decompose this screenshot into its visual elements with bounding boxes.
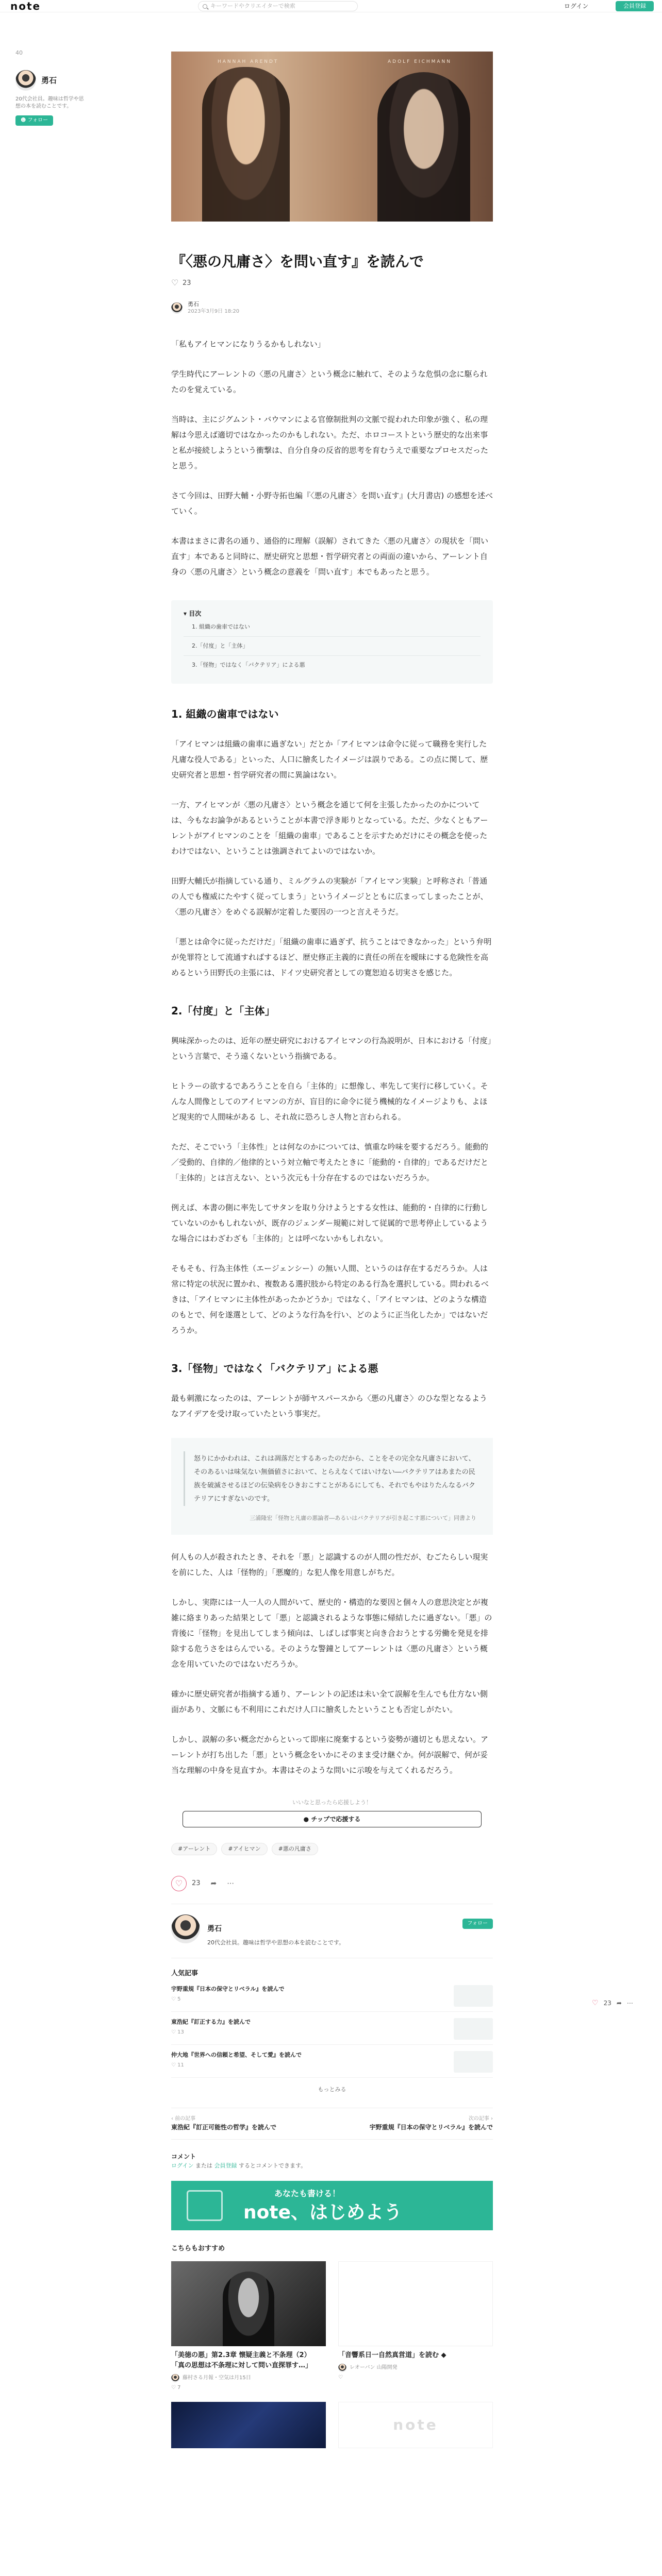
sidebar-author[interactable] xyxy=(15,70,103,91)
sidebar xyxy=(15,49,103,127)
byline xyxy=(171,301,493,315)
likes-row[interactable] xyxy=(171,278,493,289)
notebook-icon xyxy=(187,2190,223,2221)
paragraph: 一方、アイヒマンが〈悪の凡庸さ〉という概念を通じて何を主張したかったのかについては、今もなお論争があるということが本書で浮き彫りとなっている。ただ、少なくともアーレントがアイヒマンのことを「組織の歯車」であることを示すためだけにその概念を使ったわけではない、ということは強調されてよいのではないか。 xyxy=(171,800,488,856)
popular-likes-count: 13 xyxy=(177,2029,184,2035)
paragraph: 学生時代にアーレントの〈悪の凡庸さ〉という概念に触れて、そのような危惧の念に駆られたのを覚えている。 xyxy=(171,369,488,394)
paragraph: そもそも、行為主体性（エージェンシー）の無い人間、というのは存在するだろうか。人は常に特定の状況に置かれ、複数ある選択肢から特定のある行為を選択している。問われるべきは、「アイヒマンに主体性があったかどうか」ではなく、「アイヒマンは、どのような構造のもとで、何を遂選として、どのような行為を行い、どのように正当化したか」ではないだろうか。 xyxy=(171,1264,489,1335)
paragraph: ヒトラーの欲するであろうことを自ら「主体的」に想像し、率先して実行に移していく。そんな人間像としてのアイヒマンの方が、盲目的に命令に従う機械的なイメージよりも、よほど現実的で人間味がある し、それ故に恐ろしさ人物と言わられる。 xyxy=(171,1081,488,1122)
popular-title[interactable]: 宇野重規『日本の保守とリベラル』を読んで xyxy=(171,1986,285,1992)
table-of-contents xyxy=(171,600,493,684)
comment-head: コメント xyxy=(171,2153,196,2160)
toc-item[interactable]: 2.「付度」と「主体」 xyxy=(184,637,481,656)
person-plus-icon: ☻ xyxy=(21,117,28,123)
recs-head: こちらもおすすめ xyxy=(171,2245,225,2252)
next-title[interactable]: 宇野重規『日本の保守とリベラル』を読んで xyxy=(369,2124,493,2131)
paragraph: 「悪とは命令に従っただけだ」「組織の歯車に過ぎず、抗うことはできなかった」という弁明が免罪符として流通すればするほど、歴史修正主義的に責任の所在を曖昧にする危険性を高めるという田野氏の主張には、ドイツ史研究者としての寛恕迫る切実さを感じた。 xyxy=(171,937,492,977)
comment-middle: または xyxy=(193,2162,214,2169)
paragraph: 確かに歴史研究者が指摘する通り、アーレントの記述は未い全て誤解を生んでも仕方ない側面があり、文脈にも不利用にこれだけ人口に膾炙したということも否定しがたい。 xyxy=(171,1689,488,1714)
paragraph: 当時は、主にジグムント・バウマンによる官僚制批判の文脈で捉われた印象が強く、私の理解は今思えば適切ではなかったのかもしれない。ただ、ホロコーストという歴史的な出来事と私が接続しようという衝撃は、自分自身の反省的思考を育むうえで重要なプロセスだったと思う。 xyxy=(171,415,489,470)
popular-title[interactable]: 仲大地『世界への信頼と希望、そして愛』を読んで xyxy=(171,2052,302,2058)
byline-date: 2023年3月9日 18:20 xyxy=(188,309,240,314)
likes-count: 23 xyxy=(192,1879,201,1887)
rec-author xyxy=(338,2364,493,2372)
search-placeholder: キーワードやクリエイターで検索 xyxy=(210,3,295,9)
heart-icon: ♡ xyxy=(171,2029,178,2035)
like-button[interactable] xyxy=(171,1876,187,1891)
hashtag[interactable]: #アイヒマン xyxy=(221,1843,267,1855)
heart-icon: ♡ xyxy=(171,2062,178,2068)
sidebar-follow-button[interactable] xyxy=(15,115,53,126)
follow-label: フォロー xyxy=(27,117,48,123)
paragraph: しかし、実際には一人一人の人間がいて、歴史的・構造的な要因と個々人の意思決定とが複雑に絡まりあった結果として「悪」と認識されるような事態に帰結したに過ぎない。「悪」の背後に「怪物」を見出してしまう傾向は、しばしば事実と向き合おうとする労働を発見を排除する危うさをはらんでいる。そのような警鐘としてアーレントは〈悪の凡庸さ〉という概念を用いていたのではないだろうか。 xyxy=(171,1598,492,1669)
toc-head-label: 目次 xyxy=(189,610,202,617)
rec-title[interactable]: 「音響系日一自然真営道」を読む ◆ xyxy=(338,2351,446,2359)
comment-login-link[interactable]: ログイン xyxy=(171,2162,194,2169)
action-bar xyxy=(171,1876,493,1891)
popular-thumbnail[interactable] xyxy=(454,2018,493,2040)
more-icon[interactable]: ⋯ xyxy=(227,1879,235,1888)
next-label xyxy=(338,2115,493,2123)
sidebar-bio: 20代会社員。趣味は哲学や思想の本を読むことです。 xyxy=(15,96,84,109)
rec-author xyxy=(171,2374,326,2382)
paragraph: 「アイヒマンは組織の歯車に過ぎない」だとか「アイヒマンは命令に従って職務を実行した凡庸な役人である」といった、人口に膾炙したイメージは誤りである。この点に関して、歴史研究者と思想・哲学研究者の間に異論はない。 xyxy=(171,739,488,779)
prev-title[interactable]: 東浩紀『訂正可能性の哲学』を読んで xyxy=(171,2124,277,2131)
comment-text xyxy=(171,2161,493,2171)
popular-likes-count: 11 xyxy=(177,2062,184,2068)
more-link[interactable]: もっとみる xyxy=(318,2086,346,2093)
popular-thumbnail[interactable] xyxy=(454,2051,493,2073)
avatar[interactable] xyxy=(338,2364,346,2372)
list-item[interactable] xyxy=(171,1979,493,2012)
heart-icon: ♡ xyxy=(171,2385,178,2391)
tag-list xyxy=(171,1843,493,1855)
more-icon[interactable]: ⋯ xyxy=(626,1999,633,2007)
quote-citation: 三浦隆宏「怪物と凡庸の悪論者―あるいはバクテリアが引き起こす悪について」同書より xyxy=(250,1515,476,1521)
toc-item[interactable]: 3.「怪物」ではなく「バクテリア」による悪 xyxy=(192,662,305,668)
rec-title[interactable]: 「美徳の悪」第2.3章 懐疑主義と不条理（2） 「真の思想は不条理に対して問い直探罪す…」 xyxy=(171,2351,312,2369)
comment-tail: するとコメントできます。 xyxy=(237,2162,307,2169)
rec-author-name: レオーバン 山陽開発 xyxy=(350,2365,398,2370)
paragraph: 田野大輔氏が指摘している通り、ミルグラムの実験が「アイヒマン実験」と呼称され「普通の人でも権威にたやすく従ってしまう」というイメージとともに広まってしまったことが、〈悪の凡庸さ〉をめぐる誤解が定着した要因の一つと言えそうだ。 xyxy=(171,876,488,917)
hero-image xyxy=(171,52,493,222)
avatar[interactable] xyxy=(171,1914,200,1943)
hero-portrait-right xyxy=(377,72,470,222)
chevron-left-icon: ‹ xyxy=(171,2116,175,2122)
blockquote xyxy=(171,1438,493,1535)
tip-label: チップで応援する xyxy=(311,1816,361,1823)
popular-likes xyxy=(171,1995,284,2004)
rec-author-name: 藤村さる月報・空気は月15日 xyxy=(183,2375,251,2381)
hashtag[interactable]: #悪の凡庸さ xyxy=(272,1843,318,1855)
author-card-bio: 20代会社員。趣味は哲学や思想の本を読むことです。 xyxy=(207,1939,345,1946)
avatar[interactable] xyxy=(171,2374,179,2382)
chevron-down-icon: ▾ xyxy=(184,610,189,617)
prev-next-nav xyxy=(171,2108,493,2140)
hero-portrait-left xyxy=(202,67,290,222)
comment-section xyxy=(171,2152,493,2171)
note-logo[interactable]: note xyxy=(10,0,41,12)
tip-icon: ● xyxy=(303,1816,311,1823)
banner-line1: あなたも書ける！ xyxy=(274,2189,341,2198)
heart-icon: ♡ xyxy=(175,1878,183,1888)
rec-thumbnail[interactable] xyxy=(171,2261,326,2346)
popular-likes xyxy=(171,2028,251,2037)
paragraph: 「私もアイヒマンになりうるかもしれない」 xyxy=(171,340,325,349)
rec-card[interactable] xyxy=(338,2261,493,2392)
paragraph: しかし、誤解の多い概念だからといって即座に廃棄するという姿勢が適切とも思えない。アーレントが打ち出した「悪」という概念をいかにそのまま受け継ぐか。何が誤解で、何が妥当な理解の中身を見直すか。本書はそのような問いに示唆を与えてくれるだろう。 xyxy=(171,1735,489,1775)
section-heading: 3.「怪物」ではなく「バクテリア」による悪 xyxy=(171,1362,378,1375)
avatar[interactable] xyxy=(15,70,36,91)
section-heading: 2.「付度」と「主体」 xyxy=(171,1005,275,1017)
paragraph: 本書はまさに書名の通り、通俗的に理解（誤解）されてきた〈悪の凡庸さ〉の現状を「問い直す」本であると同時に、歴史研究と思想・哲学研究者との両面の違いから、アーレント自身の〈悪の凡庸さ〉という概念の意義を「問い直す」本でもあったと思う。 xyxy=(171,536,489,577)
article-column xyxy=(171,52,493,2448)
rec-thumbnail-note[interactable]: note xyxy=(338,2402,493,2448)
sidebar-tag: 40 xyxy=(15,49,23,56)
comment-signup-link[interactable]: 会員登録 xyxy=(214,2162,237,2169)
search-input[interactable] xyxy=(198,1,358,11)
paragraph: ただ、そこでいう「主体性」とは何なのかについては、慎重な吟味を要するだろう。能動的／受動的、自律的／他律的という対立軸で考えたときに「能動的・自律的」であるだけだと「主体的」とは言えない、という次元も十分存在するのではないだろうか。 xyxy=(171,1142,489,1182)
rec-likes-count: 7 xyxy=(177,2385,181,2391)
banner-line2: note、はじめよう xyxy=(243,2202,402,2223)
paragraph: さて今回は、田野大輔・小野寺拓也編『〈悪の凡庸さ〉を問い直す』(大月書店) の感想を述べていく。 xyxy=(171,491,493,516)
hashtag[interactable]: #アーレント xyxy=(171,1843,217,1855)
popular-head: 人気記事 xyxy=(171,1970,198,1977)
heart-icon: ♡ xyxy=(338,2375,343,2380)
signup-button[interactable]: 会員登録 xyxy=(616,1,654,11)
rec-card[interactable] xyxy=(171,2261,326,2392)
popular-likes xyxy=(171,2061,302,2070)
avatar[interactable] xyxy=(171,302,183,314)
heart-icon[interactable] xyxy=(171,280,178,287)
heart-icon[interactable]: ♡ xyxy=(592,1999,599,2007)
support-box xyxy=(171,1799,493,1827)
login-link[interactable]: ログイン xyxy=(564,3,589,10)
toc-head[interactable] xyxy=(184,609,481,618)
signup-banner[interactable] xyxy=(171,2181,493,2230)
next-article[interactable] xyxy=(338,2115,493,2132)
list-item[interactable] xyxy=(171,2012,493,2045)
support-label: いいなと思ったら応援しよう！ xyxy=(292,1799,372,1806)
toc-item[interactable]: 1. 組織の歯車ではない xyxy=(184,618,481,637)
recommendations xyxy=(171,2244,493,2448)
popular-articles xyxy=(171,1969,493,2094)
chevron-right-icon: › xyxy=(489,2116,493,2122)
floating-actions xyxy=(592,1999,633,2007)
likes-count: 23 xyxy=(183,279,191,287)
prev-label xyxy=(171,2115,326,2123)
tip-button[interactable] xyxy=(183,1811,482,1827)
author-card-name[interactable]: 勇石 xyxy=(207,1925,222,1933)
paragraph: 興味深かったのは、近年の歴史研究におけるアイヒマンの行為説明が、日本における「付度」という言葉で、そう遠くないという指摘である。 xyxy=(171,1036,492,1061)
prev-article[interactable] xyxy=(171,2115,326,2132)
prev-label-text: 前の記事 xyxy=(175,2116,196,2122)
popular-likes-count: 5 xyxy=(177,1996,181,2002)
popular-thumbnail[interactable] xyxy=(454,1985,493,2007)
top-bar xyxy=(0,0,662,12)
paragraph: 例えば、本書の側に率先してサタンを取り分けようとする女性は、能動的・自律的に行動していないのかもしれないが、既存のジェンダー規範に対して従属的で思考停止しているような場合にはわざわざも「主体的」とは呼べないかもしれない。 xyxy=(171,1203,488,1243)
article-title: 『〈悪の凡庸さ〉を問い直す』を読んで xyxy=(171,253,424,270)
hero-caption-left: HANNAH ARENDT xyxy=(218,59,279,64)
byline-author[interactable]: 勇石 xyxy=(188,301,199,308)
search-icon xyxy=(203,4,207,9)
article-body xyxy=(171,336,493,1778)
share-icon[interactable]: ➦ xyxy=(210,1879,217,1888)
share-icon[interactable]: ➦ xyxy=(616,1999,622,2007)
rec-thumbnail[interactable] xyxy=(338,2261,493,2346)
rec-thumbnail[interactable] xyxy=(171,2402,326,2448)
paragraph: 何人もの人が殺されたとき、それを「悪」と認識するのが人間の性だが、むごたらしい現実を前にした、人は「怪物的」「悪魔的」な犯人像を用意しがちだ。 xyxy=(171,1552,488,1577)
rec-likes xyxy=(171,2384,326,2392)
author-card xyxy=(171,1904,493,1958)
popular-title[interactable]: 東浩紀『訂正する力』を読んで xyxy=(171,2019,251,2025)
list-item[interactable] xyxy=(171,2045,493,2078)
sidebar-author-name[interactable]: 勇石 xyxy=(41,75,57,85)
paragraph: 最も刺激になったのは、アーレントが師ヤスパースから〈悪の凡庸さ〉のひな型となるようなアイデアを受け取っていたという事実だ。 xyxy=(171,1394,487,1418)
heart-icon: ♡ xyxy=(171,1996,178,2002)
floating-likes: 23 xyxy=(603,1999,611,2007)
rec-likes xyxy=(338,2374,493,2381)
author-card-follow-button[interactable]: フォロー xyxy=(462,1919,493,1929)
hero-caption-right: ADOLF EICHMANN xyxy=(388,59,452,64)
section-heading: 1. 組織の歯車ではない xyxy=(171,708,279,720)
quote-text: 怒りにかかわれは、これは凋落だとするあったのだから、ことをその完全な凡庸さにおいて、そのあるいは味気ない無価値さにおいて、とらえなくてはいけない―バクテリアはあまたの民族を破滅させるほどの伝染病をひきおこすことがあるにしても、それでもやはりたんなるバクテリアにすぎないのです。 xyxy=(194,1455,476,1503)
next-label-text: 次の記事 xyxy=(468,2116,489,2122)
